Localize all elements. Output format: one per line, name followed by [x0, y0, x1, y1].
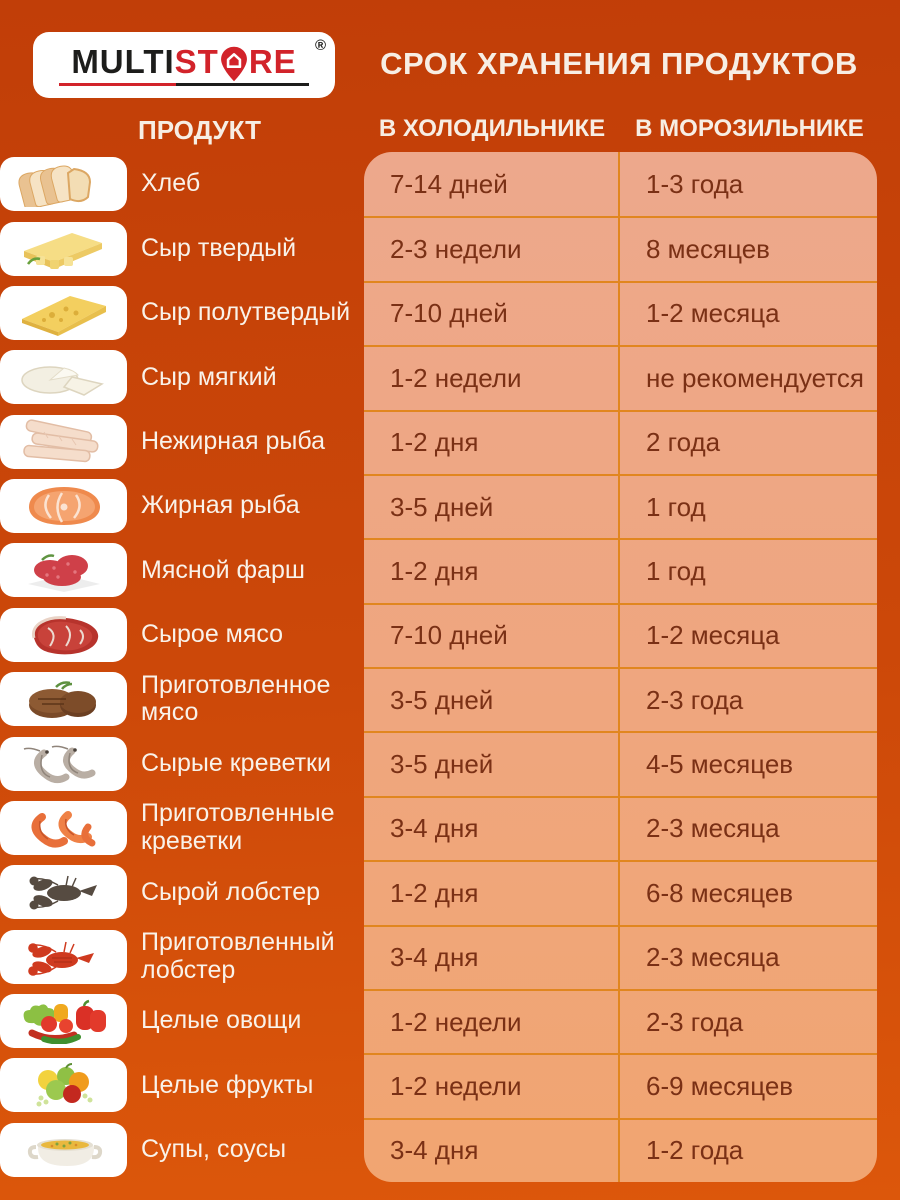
fridge-duration: 7-14 дней — [364, 152, 620, 216]
column-header-product: ПРОДУКТ — [138, 115, 261, 145]
fridge-duration: 1-2 дня — [364, 410, 620, 474]
column-header-freezer: В МОРОЗИЛЬНИКЕ — [635, 115, 864, 142]
product-name: Целые фрукты — [141, 1070, 314, 1099]
fruits-icon — [12, 1062, 116, 1108]
freezer-duration: 1-2 месяца — [620, 603, 877, 667]
food-image-tile — [0, 479, 127, 533]
food-image-tile — [0, 672, 127, 726]
table-row — [0, 410, 877, 474]
fridge-duration: 1-2 дня — [364, 538, 620, 602]
freezer-duration: 1 год — [620, 538, 877, 602]
column-header-fridge: В ХОЛОДИЛЬНИКЕ — [378, 115, 606, 142]
fridge-duration: 1-2 дня — [364, 860, 620, 924]
fridge-duration: 7-10 дней — [364, 603, 620, 667]
logo-text-re: RE — [248, 42, 297, 80]
logo-underline-red — [59, 83, 177, 86]
shrimp-raw-icon — [12, 741, 116, 787]
food-image-tile — [0, 608, 127, 662]
food-image-tile — [0, 737, 127, 791]
freezer-duration: 2 года — [620, 410, 877, 474]
food-image-tile — [0, 286, 127, 340]
fridge-duration: 3-4 дня — [364, 925, 620, 989]
table-row — [0, 667, 877, 731]
product-cell — [0, 1118, 364, 1182]
soup-icon — [12, 1127, 116, 1173]
food-image-tile — [0, 994, 127, 1048]
storage-table — [0, 152, 877, 1182]
freezer-duration: 1 год — [620, 474, 877, 538]
logo-wordmark — [71, 42, 297, 80]
food-image-tile — [0, 415, 127, 469]
product-name: Приготовленное мясо — [141, 670, 331, 727]
fridge-duration: 7-10 дней — [364, 281, 620, 345]
freezer-duration: 2-3 месяца — [620, 796, 877, 860]
freezer-duration: 1-2 года — [620, 1118, 877, 1182]
lobster-cooked-icon — [12, 934, 116, 980]
product-name: Приготовленные креветки — [141, 799, 335, 855]
product-cell — [0, 925, 364, 989]
table-row — [0, 989, 877, 1053]
shrimp-cooked-icon — [12, 805, 116, 851]
product-name: Сырой лобстер — [141, 877, 321, 906]
location-pin-house-icon — [220, 44, 248, 84]
product-name: Сырые креветки — [141, 748, 331, 777]
product-name: Супы, соусы — [141, 1135, 287, 1164]
product-cell — [0, 731, 364, 795]
product-name: Приготовленный лобстер — [141, 928, 335, 984]
food-image-tile — [0, 543, 127, 597]
table-row — [0, 474, 877, 538]
product-cell — [0, 860, 364, 924]
table-row — [0, 1118, 877, 1182]
bread-icon — [12, 161, 116, 207]
product-name: Сыр мягкий — [141, 362, 277, 391]
table-row — [0, 731, 877, 795]
logo-underline — [59, 83, 310, 86]
multistore-logo — [33, 32, 335, 98]
table-row — [0, 860, 877, 924]
product-cell — [0, 603, 364, 667]
product-cell — [0, 410, 364, 474]
cheese-hard-icon — [12, 226, 116, 272]
table-row — [0, 152, 877, 216]
fridge-duration: 3-5 дней — [364, 731, 620, 795]
food-image-tile — [0, 350, 127, 404]
table-row — [0, 216, 877, 280]
food-image-tile — [0, 1058, 127, 1112]
freezer-duration: 4-5 месяцев — [620, 731, 877, 795]
product-cell — [0, 474, 364, 538]
cheese-soft-icon — [12, 354, 116, 400]
product-cell — [0, 152, 364, 216]
fish-lean-icon — [12, 419, 116, 465]
fridge-duration: 3-5 дней — [364, 667, 620, 731]
product-name: Целые овощи — [141, 1006, 302, 1035]
product-cell — [0, 989, 364, 1053]
logo-text-st: ST — [174, 42, 219, 80]
minced-meat-icon — [12, 547, 116, 593]
fish-fatty-icon — [12, 483, 116, 529]
product-name: Хлеб — [141, 169, 201, 198]
page-title: СРОК ХРАНЕНИЯ ПРОДУКТОВ — [380, 46, 858, 81]
raw-meat-icon — [12, 612, 116, 658]
table-row — [0, 281, 877, 345]
freezer-duration: не рекомендуется — [620, 345, 877, 409]
product-cell — [0, 1053, 364, 1117]
freezer-duration: 2-3 года — [620, 667, 877, 731]
table-row — [0, 1053, 877, 1117]
vegetables-icon — [12, 998, 116, 1044]
fridge-duration: 1-2 недели — [364, 1053, 620, 1117]
table-row — [0, 796, 877, 860]
product-name: Сыр полутвердый — [141, 298, 351, 327]
food-image-tile — [0, 1123, 127, 1177]
product-name: Нежирная рыба — [141, 426, 325, 455]
logo-text-multi: MULTI — [71, 42, 175, 80]
fridge-duration: 3-5 дней — [364, 474, 620, 538]
table-row — [0, 538, 877, 602]
freezer-duration: 1-2 месяца — [620, 281, 877, 345]
food-image-tile — [0, 157, 127, 211]
cooked-meat-icon — [12, 676, 116, 722]
product-name: Сыр твердый — [141, 233, 297, 262]
registered-trademark-symbol: ® — [314, 37, 326, 54]
food-image-tile — [0, 801, 127, 855]
table-row — [0, 345, 877, 409]
freezer-duration: 6-9 месяцев — [620, 1053, 877, 1117]
product-cell — [0, 538, 364, 602]
cheese-semihard-icon — [12, 290, 116, 336]
freezer-duration: 6-8 месяцев — [620, 860, 877, 924]
food-image-tile — [0, 222, 127, 276]
lobster-raw-icon — [12, 869, 116, 915]
product-cell — [0, 345, 364, 409]
freezer-duration: 2-3 года — [620, 989, 877, 1053]
product-name: Мясной фарш — [141, 555, 305, 584]
freezer-duration: 8 месяцев — [620, 216, 877, 280]
freezer-duration: 2-3 месяца — [620, 925, 877, 989]
fridge-duration: 3-4 дня — [364, 796, 620, 860]
food-image-tile — [0, 865, 127, 919]
product-cell — [0, 667, 364, 731]
table-row — [0, 603, 877, 667]
freezer-duration: 1-3 года — [646, 168, 744, 199]
fridge-duration: 1-2 недели — [364, 989, 620, 1053]
product-name: Сырое мясо — [141, 620, 284, 649]
food-image-tile — [0, 930, 127, 984]
product-name: Жирная рыба — [141, 491, 300, 520]
fridge-duration: 1-2 недели — [364, 345, 620, 409]
fridge-duration: 3-4 дня — [364, 1118, 620, 1182]
product-cell — [0, 216, 364, 280]
fridge-duration: 2-3 недели — [364, 216, 620, 280]
table-row — [0, 925, 877, 989]
product-cell — [0, 281, 364, 345]
product-cell — [0, 796, 364, 860]
